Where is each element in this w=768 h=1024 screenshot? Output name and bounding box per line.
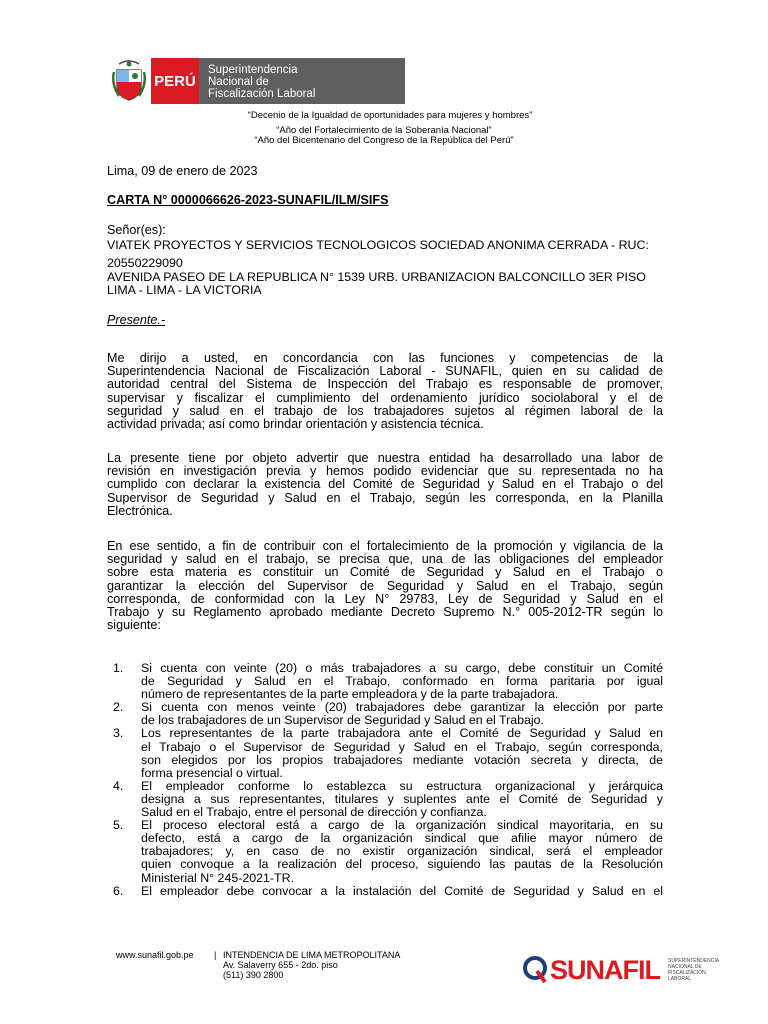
sunafil-wordmark: SUNAFIL: [550, 954, 660, 985]
list-line: quien convoque a la realización del proceso, siguiendo las pautas de la Resolución: [141, 857, 663, 872]
office-phone: (511) 390 2800: [223, 970, 284, 980]
list-line: El proceso electoral está a cargo de la organización sindical mayoritaria, en su: [141, 818, 663, 833]
list-number: 5.: [113, 818, 124, 833]
coat-of-arms-icon: [111, 58, 147, 104]
list-line: El empleador conforme lo establezca su estructura organizacional y jerárquica: [141, 778, 663, 793]
paragraph-line: seguridad y salud en el trabajo de los trabajadores sujetos al régimen laboral de la: [107, 403, 663, 418]
institution-logo: [111, 58, 405, 104]
paragraph-line: actividad privada; así como brindar orientación y asistencia técnica.: [107, 417, 484, 432]
paragraph-line: siguiente:: [107, 618, 161, 633]
list-line: número de representantes de la parte empleadora y de la parte trabajadora.: [141, 687, 559, 702]
paragraph-line: Supervisor de Seguridad y Salud en el Trabajo, según les corresponda, en la Planilla: [107, 490, 663, 505]
list-line: El empleador debe convocar a la instalación del Comité de Seguridad y Salud en el: [141, 883, 663, 898]
office-name: INTENDENCIA DE LIMA METROPOLITANA: [223, 950, 401, 960]
year-motto-2: “Año del Bicentenario del Congreso de la República del Perú”: [254, 135, 514, 146]
sunafil-q-icon: [522, 954, 548, 986]
list-line: el Trabajo o el Supervisor de Seguridad y Salud en el Trabajo, según corresponda,: [141, 739, 663, 754]
paragraph-1: [107, 352, 663, 431]
list-item: [107, 662, 663, 701]
peru-label: PERÚ: [151, 58, 199, 104]
paragraph-line: Electrónica.: [107, 503, 173, 518]
salutation: Señor(es):: [107, 223, 166, 237]
list-item: [107, 701, 663, 727]
sunafil-subtext-line: SUPERINTENDENCIA: [668, 958, 720, 964]
paragraph-line: Superintendencia Nacional de Fiscalización Laboral - SUNAFIL, quien en su calidad de: [107, 364, 663, 379]
sunafil-subtext-line: NACIONAL DE: [668, 964, 702, 970]
paragraph-line: Trabajo y su Reglamento aprobado mediante Decreto Supremo N.° 005-2012-TR según lo: [107, 605, 663, 620]
sunafil-subtext-line: LABORAL: [668, 976, 692, 982]
list-number: 4.: [113, 778, 124, 793]
list-line: trabajadores; y, en caso de no existir organización sindical, será el empleador: [141, 844, 663, 859]
list-line: designa a sus representantes, titulares y suplentes ante el Comité de Seguridad y: [141, 791, 663, 806]
paragraph-line: La presente tiene por objeto advertir que nuestra entidad ha desarrollado una labor de: [107, 451, 663, 465]
list-line: de Seguridad y Salud en el Trabajo, conformado en forma paritaria por igual: [141, 674, 663, 689]
footer-website[interactable]: [116, 950, 194, 960]
address-line: AVENIDA PASEO DE LA REPUBLICA N° 1539 URB. URBANIZACION BALCONCILLO 3ER PISO: [107, 270, 646, 284]
sunafil-logo: [522, 954, 719, 986]
paragraph-line: autoridad central del Sistema de Inspección del Trabajo es responsable de promover,: [107, 377, 663, 392]
addressee-ruc: 20550229090: [107, 256, 183, 270]
paragraph-line: Me dirijo a usted, en concordancia con las funciones y competencias de la: [107, 351, 663, 365]
list-item: [107, 727, 663, 779]
list-number: 1.: [113, 661, 124, 675]
sunafil-subtext-line: FISCALIZACIÓN: [668, 970, 706, 976]
list-line: Los representantes de la parte trabajadora ante el Comité de Seguridad y Salud en: [141, 726, 663, 741]
list-number: 2.: [113, 700, 124, 715]
requirements-list: [107, 662, 663, 898]
paragraph-line: corresponda, de conformidad con la Ley N° 29783, Ley de Seguridad y Salud en el: [107, 591, 663, 606]
list-line: forma presencial o virtual.: [141, 765, 283, 780]
address-city: LIMA - LIMA - LA VICTORIA: [107, 283, 262, 297]
paragraph-line: revisión en investigación previa y hemos podido evidenciar que su representada no ha: [107, 464, 663, 479]
addressee-line: VIATEK PROYECTOS Y SERVICIOS TECNOLOGICOS SOCIEDAD ANONIMA CERRADA - RUC:: [107, 238, 649, 252]
letter-reference: CARTA N° 0000066626-2023-SUNAFIL/ILM/SIFS: [107, 193, 389, 207]
website-link[interactable]: www.sunafil.gob.pe: [116, 950, 194, 960]
list-item: [107, 819, 663, 884]
list-line: Si cuenta con menos veinte (20) trabajadores debe garantizar la elección por parte: [141, 700, 663, 715]
presente: Presente.-: [107, 313, 166, 327]
paragraph-line: sobre esta materia es constituir un Comité de Seguridad y Salud en el Trabajo o: [107, 565, 663, 580]
entity-name-line: Fiscalización Laboral: [208, 88, 316, 100]
paragraph-line: seguridad y salud en el trabajo, se precisa que, una de las obligaciones del empleador: [107, 552, 663, 567]
list-line: Salud en el Trabajo, entre el personal de dirección y confianza.: [141, 805, 487, 820]
list-item: [107, 780, 663, 819]
entity-name-line: Superintendencia: [208, 64, 298, 76]
list-line: son elegidos por los propios trabajadores mediante votación secreta y directa, de: [141, 752, 663, 767]
decenio-text: “Decenio de la Igualdad de oportunidades para mujeres y hombres”: [247, 110, 533, 121]
list-number: 6.: [113, 883, 124, 898]
year-motto-1: “Año del Fortalecimiento de la Soberanía Nacional”: [276, 125, 492, 136]
paragraph-line: supervisar y fiscalizar el cumplimiento del ordenamiento jurídico sociolaboral y el de: [107, 390, 663, 405]
footer-address: [223, 950, 400, 980]
list-line: Si cuenta con veinte (20) o más trabajadores a su cargo, debe constituir un Comité: [141, 661, 663, 675]
sunafil-subtext: [668, 958, 719, 982]
list-line: defecto, está a cargo de la organización sindical que afilie mayor número de: [141, 831, 663, 846]
list-item: [107, 885, 663, 898]
letter-date: Lima, 09 de enero de 2023: [107, 164, 258, 178]
list-line: de los trabajadores de un Supervisor de Seguridad y Salud en el Trabajo.: [141, 713, 544, 728]
paragraph-2: [107, 452, 663, 518]
list-number: 3.: [113, 726, 124, 741]
list-line: Ministerial N° 245-2021-TR.: [141, 870, 295, 885]
entity-name: [199, 58, 405, 104]
entity-name-line: Nacional de: [208, 76, 269, 88]
paragraph-line: En ese sentido, a fin de contribuir con el fortalecimiento de la promoción y vigilancia de la: [107, 539, 663, 553]
paragraph-line: cumplido con declarar la existencia del Comité de Seguridad y Salud en el Trabajo o del: [107, 477, 663, 492]
paragraph-3: [107, 540, 663, 632]
office-street: Av. Salaverry 655 - 2do. piso: [223, 960, 338, 970]
footer-separator: |: [214, 950, 217, 960]
paragraph-line: garantizar la elección del Supervisor de Seguridad y Salud en el Trabajo, según: [107, 578, 663, 593]
